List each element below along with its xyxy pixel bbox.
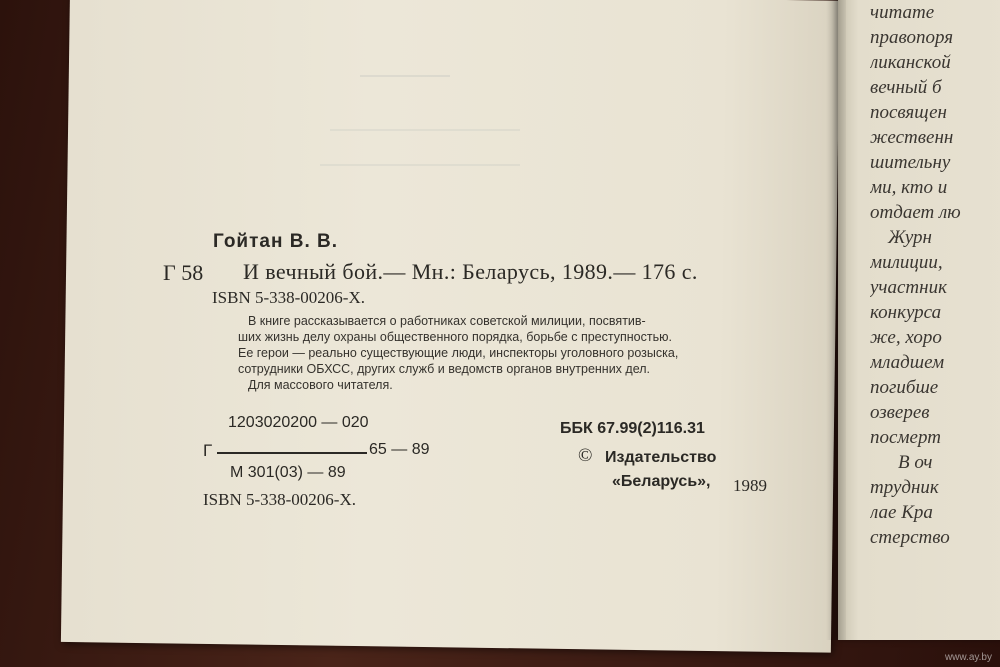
right-page-line: ликанской <box>870 52 951 73</box>
index-code-letter: Г <box>203 441 213 460</box>
show-through-mark <box>320 150 520 166</box>
index-code-line3: М 301(03) — 89 <box>230 464 346 481</box>
right-page-line: ми, кто и <box>870 177 948 198</box>
right-page-line: Журн <box>888 227 932 248</box>
right-page-text <box>870 0 1000 632</box>
index-code-tail: 65 — 89 <box>369 441 430 458</box>
index-code-line1: 1203020200 — 020 <box>228 414 369 431</box>
right-page-line: трудник <box>870 477 939 498</box>
right-page-line: жественн <box>870 127 954 148</box>
right-page-line: стерство <box>870 527 950 548</box>
annotation-line: сотрудники ОБХСС, других служб и ведомств органов внутренних дел. <box>238 362 651 376</box>
annotation-line: В книге рассказывается о работниках советской милиции, посвятив- <box>248 314 646 328</box>
isbn-bottom: ISBN 5-338-00206-X. <box>203 490 356 509</box>
class-mark: Г 58 <box>163 260 204 285</box>
publisher-year: 1989 <box>733 476 767 495</box>
annotation-line: Для массового читателя. <box>248 378 393 392</box>
book-gutter-shadow <box>826 0 846 640</box>
right-page-line: же, хоро <box>870 327 942 348</box>
right-page-line: погибше <box>870 377 939 398</box>
bbk-code: ББК 67.99(2)116.31 <box>560 420 705 437</box>
right-page-line: вечный б <box>870 77 942 98</box>
right-page-line: озверев <box>870 402 930 423</box>
show-through-mark <box>360 55 450 77</box>
right-page-line: читате <box>870 2 935 23</box>
copyright-icon: © <box>578 445 593 466</box>
show-through-mark <box>330 115 520 131</box>
title-line: И вечный бой.— Мн.: Беларусь, 1989.— 176 с. <box>243 259 698 284</box>
right-page-line: В оч <box>898 452 933 473</box>
right-page-line: посмерт <box>870 427 941 448</box>
annotation-line: ших жизнь делу охраны общественного порядка, борьбе с преступностью. <box>238 330 672 344</box>
author-name: Гойтан В. В. <box>213 231 339 252</box>
index-code-rule <box>217 452 367 454</box>
right-page-line: посвящен <box>870 102 947 123</box>
right-page-line: конкурса <box>870 302 942 323</box>
site-watermark: www.ay.by <box>944 652 992 663</box>
right-page-line: шительну <box>870 152 951 173</box>
isbn-top: ISBN 5-338-00206-X. <box>212 288 365 307</box>
right-page-line: правопоря <box>870 27 954 48</box>
right-page-line: лае Кра <box>870 502 933 523</box>
right-page-line: отдает лю <box>870 202 961 223</box>
publisher-label: Издательство <box>605 449 717 466</box>
publisher-name: «Беларусь», <box>612 473 711 490</box>
right-page-line: милиции, <box>870 252 943 273</box>
right-page-line: участник <box>870 277 947 298</box>
right-page-line: младшем <box>870 352 945 373</box>
annotation-line: Ее герои — реально существующие люди, инспекторы уголовного розыска, <box>238 346 679 360</box>
